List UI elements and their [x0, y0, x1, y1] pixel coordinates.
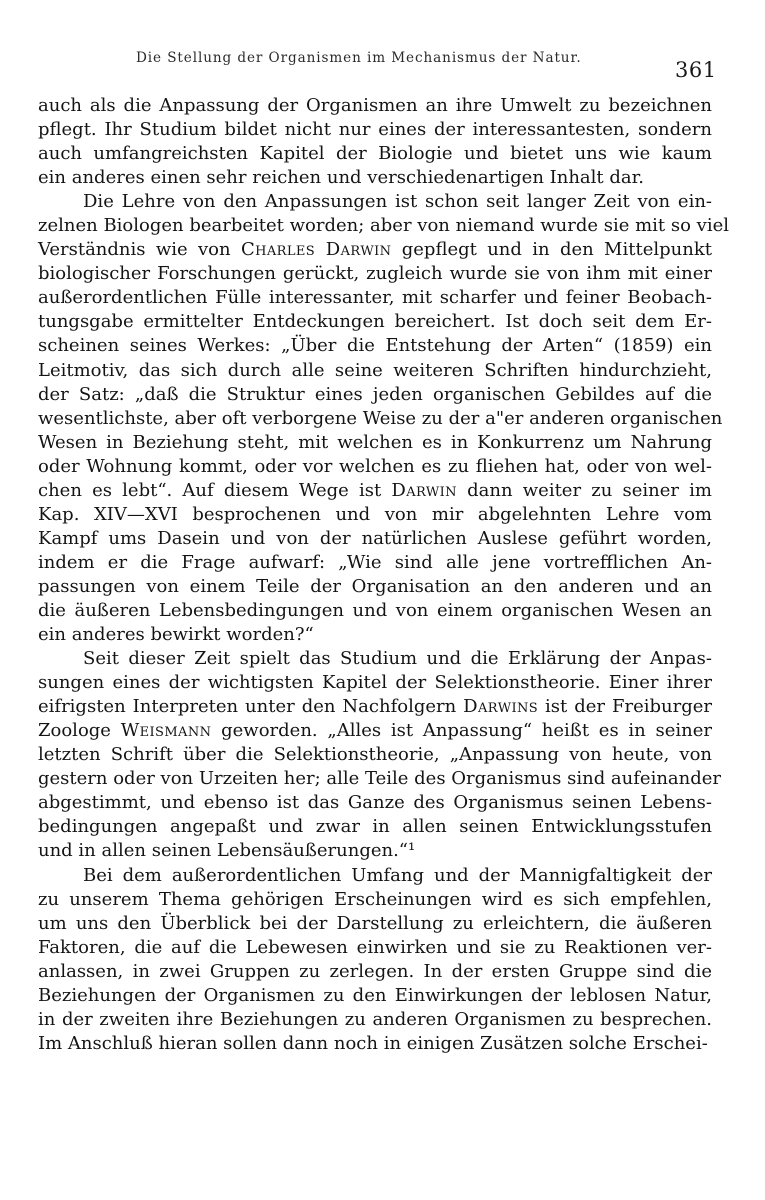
text-line: letzten Schrift über die Selektionstheorie, „Anpassung von heute, von: [38, 744, 712, 766]
author-name: Darwins: [463, 696, 539, 718]
paragraph: [38, 190, 730, 647]
author-name: Weismann: [120, 720, 212, 742]
text-line: [38, 238, 712, 262]
text-line: ein anderes einen sehr reichen und verschiedenartigen Inhalt dar.: [38, 167, 644, 189]
page-number: 361: [675, 58, 717, 82]
text-line: bedingungen angepaßt und zwar in allen seinen Entwicklungsstufen: [38, 816, 712, 838]
text-line: scheinen seines Werkes: „Über die Entstehung der Arten“ (1859) ein: [38, 335, 712, 357]
text-line: [38, 479, 712, 503]
text-line: zu unserem Thema gehörigen Erscheinungen wird es sich empfehlen,: [38, 888, 712, 910]
text-line: zelnen Biologen bearbeitet worden; aber von niemand wurde sie mit so viel: [38, 215, 730, 237]
text-line: [38, 719, 712, 743]
text-line: Leitmotiv, das sich durch alle seine weiteren Schriften hindurchzieht,: [38, 359, 712, 381]
text-line: indem er die Frage aufwarf: „Wie sind alle jene vortrefflichen An-: [38, 551, 712, 573]
text-line: Beziehungen der Organismen zu den Einwirkungen der leblosen Natur,: [38, 984, 712, 1006]
text-line: der Satz: „daß die Struktur eines jeden organischen Gebildes auf die: [38, 383, 712, 405]
text-line: auch umfangreichsten Kapitel der Biologie und bietet uns wie kaum: [38, 143, 712, 165]
text-line: die äußeren Lebensbedingungen und von einem organischen Wesen an: [38, 599, 712, 621]
text-line: passungen von einem Teile der Organisation an den anderen und an: [38, 575, 712, 597]
text-line: pflegt. Ihr Studium bildet nicht nur eines der interessantesten, sondern: [38, 119, 712, 141]
text-line: Faktoren, die auf die Lebewesen einwirken und sie zu Reaktionen ver-: [38, 936, 712, 958]
text-line: und in allen seinen Lebensäußerungen.“¹: [38, 840, 416, 862]
text-line: anlassen, in zwei Gruppen zu zerlegen. In der ersten Gruppe sind die: [38, 960, 712, 982]
text-line: Im Anschluß hieran sollen dann noch in einigen Zusätzen solche Erschei-: [38, 1032, 708, 1054]
text-line: außerordentlichen Fülle interessanter, mit scharfer und feiner Beobach-: [38, 287, 712, 309]
text-segment: chen es lebt“. Auf diesem Wege ist: [38, 479, 392, 501]
paragraph: [38, 94, 712, 190]
text-segment: dann weiter zu seiner im: [456, 479, 712, 501]
paragraph: [38, 647, 722, 863]
author-name: Charles Darwin: [240, 239, 392, 261]
text-line: ein anderes bewirkt worden?“: [38, 624, 314, 646]
text-line: Seit dieser Zeit spielt das Studium und die Erklärung der Anpas-: [83, 648, 712, 670]
text-segment: gepflegt und in den Mittelpunkt: [391, 239, 712, 261]
text-line: Kampf ums Dasein und von der natürlichen Auslese geführt worden,: [38, 527, 712, 549]
author-name: Darwin: [391, 479, 457, 501]
paragraph: [38, 864, 712, 1056]
text-line: gestern oder von Urzeiten her; alle Teile des Organismus sind aufeinander: [38, 768, 722, 790]
text-segment: ist der Freiburger: [538, 696, 712, 718]
text-line: in der zweiten ihre Beziehungen zu anderen Organismen zu besprechen.: [38, 1008, 712, 1030]
text-line: Kap. XIV—XVI besprochenen und von mir abgelehnten Lehre vom: [38, 503, 712, 525]
text-line: auch als die Anpassung der Organismen an ihre Umwelt zu bezeichnen: [38, 95, 712, 116]
text-segment: geworden. „Alles ist Anpassung“ heißt es in seiner: [211, 720, 713, 742]
text-line: tungsgabe ermittelter Entdeckungen bereichert. Ist doch seit dem Er-: [38, 311, 712, 333]
text-line: um uns den Überblick bei der Darstellung zu erleichtern, die äußeren: [38, 912, 712, 934]
text-segment: eifrigsten Interpreten unter den Nachfolgern: [38, 696, 464, 718]
text-line: biologischer Forschungen gerückt, zugleich wurde sie von ihm mit einer: [38, 263, 712, 285]
text-line: Bei dem außerordentlichen Umfang und der Mannigfaltigkeit der: [83, 864, 712, 886]
running-head: Die Stellung der Organismen im Mechanismus der Natur.: [136, 50, 582, 66]
text-line: [38, 695, 712, 719]
text-line: abgestimmt, und ebenso ist das Ganze des Organismus seinen Lebens-: [38, 792, 712, 814]
text-line: Die Lehre von den Anpassungen ist schon seit langer Zeit von ein-: [83, 191, 712, 213]
text-line: oder Wohnung kommt, oder vor welchen es zu fliehen hat, oder von wel-: [38, 455, 712, 477]
text-segment: Verständnis wie von: [38, 239, 241, 261]
text-line: wesentlichste, aber oft verborgene Weise zu der a"er anderen organischen: [38, 407, 723, 429]
body-text: [38, 94, 730, 1056]
text-line: sungen eines der wichtigsten Kapitel der Selektionstheorie. Einer ihrer: [38, 672, 712, 694]
text-line: Wesen in Beziehung steht, mit welchen es in Konkurrenz um Nahrung: [38, 431, 712, 453]
text-segment: Zoologe: [38, 720, 121, 742]
